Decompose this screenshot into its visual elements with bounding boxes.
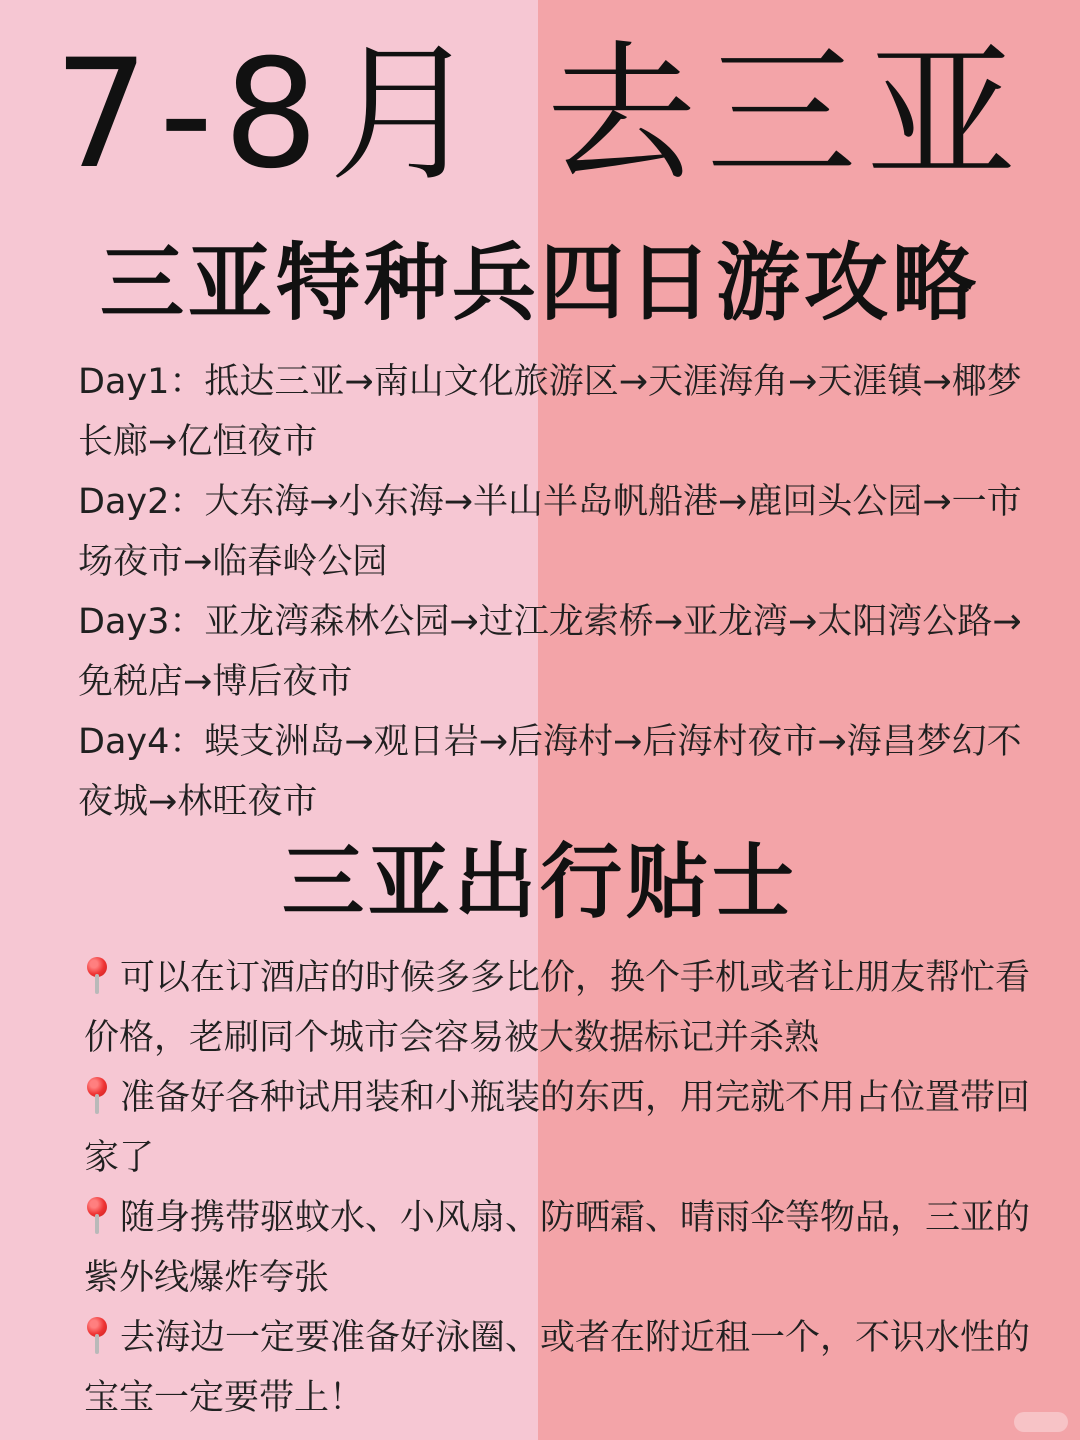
pushpin-icon xyxy=(84,1317,110,1355)
watermark-badge xyxy=(1014,1412,1068,1432)
tips-list xyxy=(84,948,1036,1428)
page-title: 7-8月 去三亚 xyxy=(53,28,1027,202)
tip-text-3: 随身携带驱蚊水、小风扇、防晒霜、晴雨伞等物品，三亚的紫外线爆炸夸张 xyxy=(84,1198,1031,1298)
tip-text-1: 可以在订酒店的时候多多比价，换个手机或者让朋友帮忙看价格，老刷同个城市会容易被大数据标记并杀熟 xyxy=(84,958,1031,1058)
itinerary-title: 三亚特种兵四日游攻略 xyxy=(99,234,980,332)
tips-title: 三亚出行贴士 xyxy=(281,835,798,930)
itinerary-day-2: Day2：大东海→小东海→半山半岛帆船港→鹿回头公园→一市场夜市→临春岭公园 xyxy=(78,482,1022,582)
tip-text-2: 准备好各种试用装和小瓶装的东西，用完就不用占位置带回家了 xyxy=(84,1078,1031,1178)
tip-text-4: 去海边一定要准备好泳圈、或者在附近租一个，不识水性的宝宝一定要带上！ xyxy=(84,1318,1031,1418)
pushpin-icon xyxy=(84,1077,110,1115)
tip-item-2 xyxy=(84,1068,1036,1188)
itinerary-day-1: Day1：抵达三亚→南山文化旅游区→天涯海角→天涯镇→椰梦长廊→亿恒夜市 xyxy=(78,362,1022,462)
pushpin-icon xyxy=(84,957,110,995)
tip-item-4 xyxy=(84,1308,1036,1428)
itinerary-list xyxy=(78,352,1038,832)
tip-item-1 xyxy=(84,948,1036,1068)
itinerary-day-4: Day4：蜈支洲岛→观日岩→后海村→后海村夜市→海昌梦幻不夜城→林旺夜市 xyxy=(78,722,1022,822)
pushpin-icon xyxy=(84,1197,110,1235)
itinerary-day-3: Day3：亚龙湾森林公园→过江龙索桥→亚龙湾→太阳湾公路→免税店→博后夜市 xyxy=(78,602,1022,702)
tip-item-3 xyxy=(84,1188,1036,1308)
